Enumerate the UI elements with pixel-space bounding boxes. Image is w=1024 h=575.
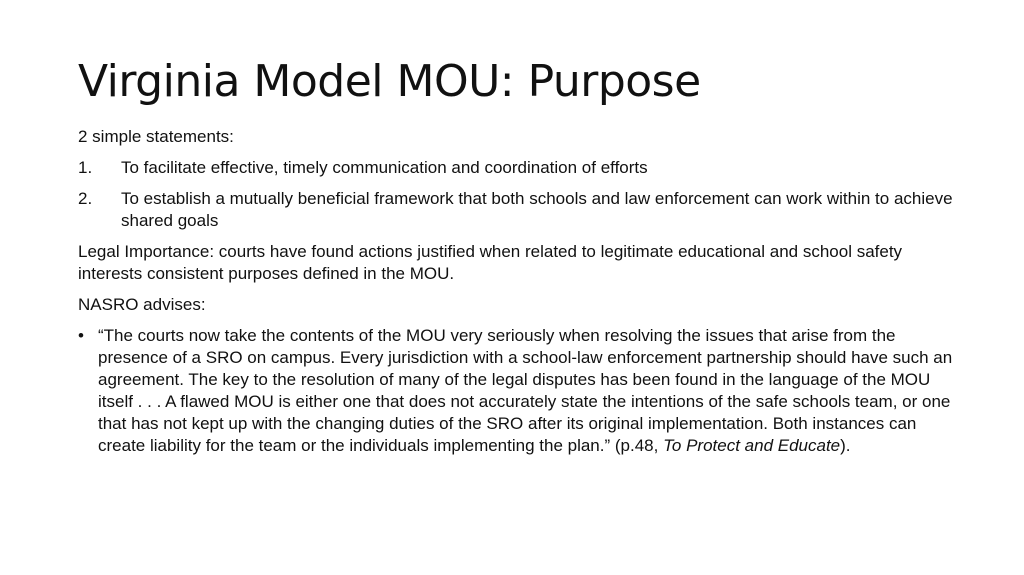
slide-body — [78, 126, 958, 457]
statement-number: 1. — [78, 158, 93, 177]
quote-bullet-item — [78, 325, 958, 457]
legal-importance-text: Legal Importance: courts have found actions justified when related to legitimate educational and school safety interests consistent purposes defined in the MOU. — [78, 242, 903, 283]
statement-text: To facilitate effective, timely communication and coordination of efforts — [121, 158, 648, 177]
statement-number: 2. — [78, 189, 93, 208]
statement-item-2 — [78, 188, 958, 232]
slide-title: Virginia Model MOU: Purpose — [78, 56, 701, 107]
quote-closing: ). — [840, 436, 851, 455]
nasro-label: NASRO advises: — [78, 295, 206, 314]
statement-text: To establish a mutually beneficial framework that both schools and law enforcement can work within to achieve shared goals — [121, 189, 953, 230]
bullet-marker: • — [78, 326, 84, 345]
quote-text: “The courts now take the contents of the MOU very seriously when resolving the issues that arise from the presence of a SRO on campus. Every jurisdiction with a school-law enforcement partnership should have such an agreement. The key to the resolution of many of the legal disputes has been found in the language of the MOU itself . . . A flawed MOU is either one that does not accurately state the intentions of the safe schools team, or one that has not kept up with the changing duties of the SRO after its original implementation. Both instances can create liability for the team or the individuals implementing the plan.” (p.48, — [98, 326, 953, 455]
intro-text: 2 simple statements: — [78, 127, 234, 146]
quote-text-block — [98, 325, 958, 457]
statement-item-1 — [78, 157, 958, 179]
quote-source-title: To Protect and Educate — [663, 436, 841, 455]
